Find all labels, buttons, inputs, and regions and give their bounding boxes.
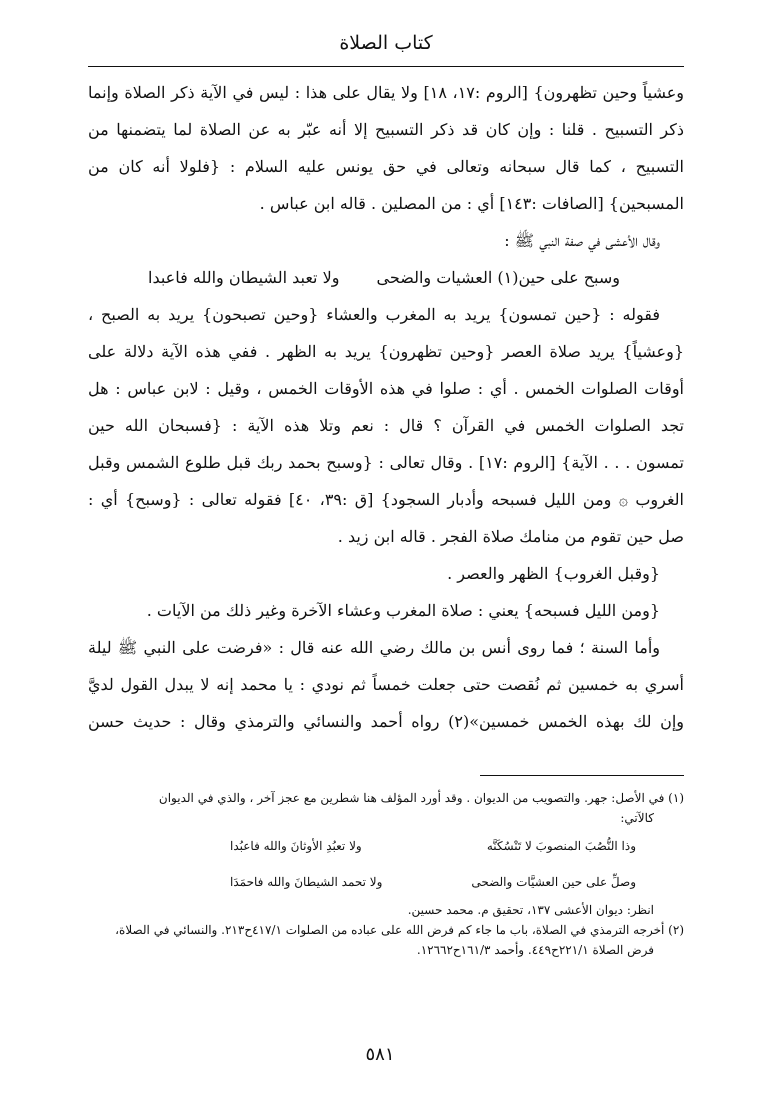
verse-second-hemistich: ولا تعبُدِ الأوثانَ والله فاعبُدا	[230, 839, 362, 853]
text-line: {ومن الليل فسبحه} يعني : صلاة المغرب وعشاء الآخرة وغير ذلك من الآيات .	[146, 601, 660, 620]
page-number: ٥٨١	[365, 1044, 395, 1065]
text-line: أسري به خمسين ثم نُقصت حتى جعلت خمساً ثم نودي : يا محمد إنه لا يبدل القول لديَّ	[88, 675, 684, 694]
verse-first-hemistich: وسبح على حين(١) العشيات والضحى	[376, 268, 620, 287]
running-header: كتاب الصلاة	[339, 32, 433, 54]
verse-second-hemistich: ولا تعبد الشيطان والله فاعبدا	[148, 268, 340, 287]
footnote-line: (١) في الأصل: جهر. والتصويب من الديوان . وقد أورد المؤلف هنا شطرين مع عجز آخر ، والذي في الديوان	[158, 791, 684, 805]
footnote-line: (٢) أخرجه الترمذي في الصلاة، باب ما جاء كم فرض الله على عباده من الصلوات ٤١٧/١ح٢١٣. والنسائي في الصلاة،	[115, 923, 684, 937]
text-line: الغروب ۞ ومن الليل فسبحه وأدبار السجود} [ق :٣٩، ٤٠] فقوله تعالى : {وسبح} أي :	[88, 490, 684, 509]
text-line: صل حين تقوم من منامك صلاة الفجر . قاله ابن زيد .	[337, 527, 684, 546]
footnote-line: انظر: ديوان الأعشى ١٣٧، تحقيق م. محمد حسين.	[407, 903, 654, 917]
verse-second-hemistich: ولا تحمد الشيطانَ والله فاحمَدَا	[230, 875, 383, 889]
text-line: المسبحين} [الصافات :١٤٣] أي : من المصلين . قاله ابن عباس .	[259, 194, 684, 213]
text-line: وقال الأعشى في صفة النبي ﷺ :	[504, 231, 660, 250]
text-line: فقوله : {حين تمسون} يريد به المغرب والعشاء {وحين تصبحون} يريد به الصبح ،	[88, 305, 660, 324]
text-line: وأما السنة ؛ فما روى أنس بن مالك رضي الله عنه قال : «فرضت على النبي ﷺ ليلة	[88, 638, 660, 657]
poem-verse	[88, 259, 684, 296]
main-text	[88, 74, 684, 740]
verse-first-hemistich: وصلِّ على حين العشيَّات والضحى	[471, 875, 636, 889]
footnotes	[60, 788, 684, 960]
text-line: {وقبل الغروب} الظهر والعصر .	[447, 564, 660, 583]
text-line: تمسون . . . الآية} [الروم :١٧] . وقال تعالى : {وسبح بحمد ربك قبل طلوع الشمس وقبل	[88, 453, 684, 472]
verse-first-hemistich: وذا النُّصُبَ المنصوبَ لا تَنْسُكَنَّه	[486, 839, 636, 853]
text-line: وعشياً وحين تظهرون} [الروم :١٧، ١٨] ولا يقال على هذا : ليس في الآية ذكر الصلاة وإنما	[88, 83, 684, 102]
footnote-verse	[60, 828, 684, 864]
footnote-verse	[60, 864, 684, 900]
text-line: وإن لك بهذه الخمس خمسين»(٢) رواه أحمد والنسائي والترمذي وقال : حديث حسن	[88, 712, 684, 731]
footnote-line: فرض الصلاة ٢٢١/١ح٤٤٩. وأحمد ١٦١/٣ح١٢٦٦٢.	[416, 943, 654, 957]
footnote-line: كالآتي:	[620, 811, 654, 825]
footnote-separator	[480, 775, 684, 776]
text-line: تجد الصلوات الخمس في القرآن ؟ قال : نعم وتلا هذه الآية : {فسبحان الله حين	[88, 416, 684, 435]
header-rule	[88, 66, 684, 67]
text-line: التسبيح ، كما قال سبحانه وتعالى في حق يونس عليه السلام : {فلولا أنه كان من	[88, 157, 684, 176]
text-line: ذكر التسبيح . قلنا : وإن كان قد ذكر التسبيح إلا أنه عبّر به عن الصلاة لما يتضمنها من	[88, 120, 684, 139]
text-line: {وعشياً} يريد صلاة العصر {وحين تظهرون} يريد به الظهر . ففي هذه الآية دلالة على	[88, 342, 684, 361]
text-line: أوقات الصلوات الخمس . أي : صلوا في هذه الأوقات الخمس ، وقيل : لابن عباس : هل	[88, 379, 684, 398]
